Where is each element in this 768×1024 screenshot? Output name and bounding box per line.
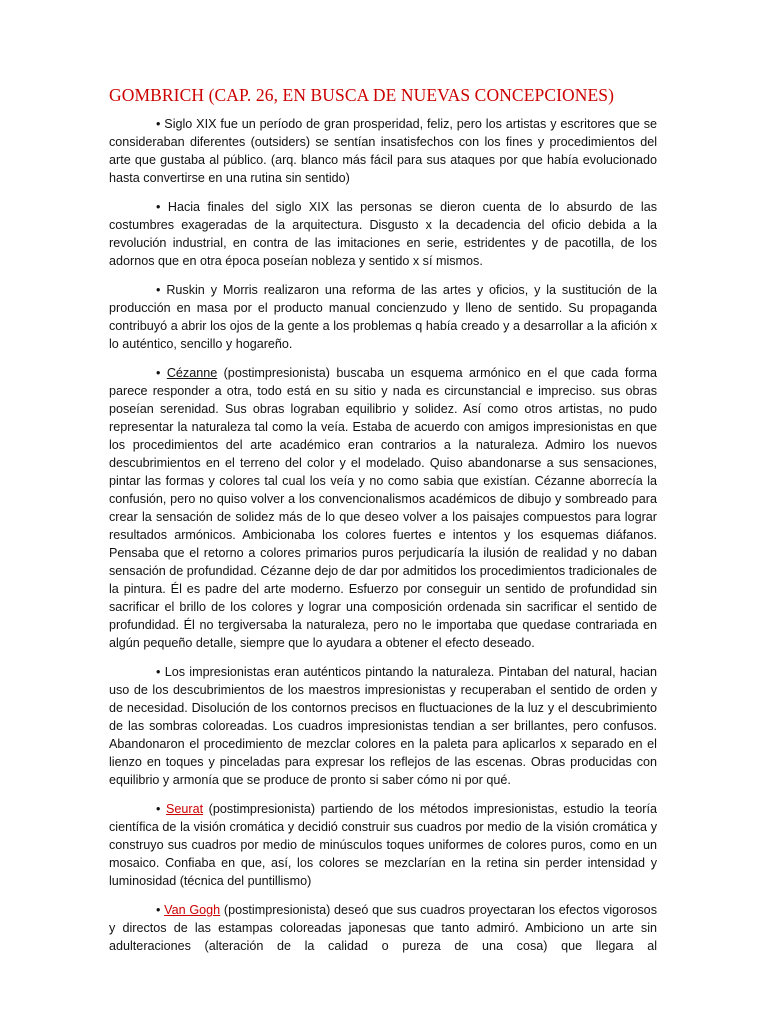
paragraph-cezanne: [109, 364, 657, 652]
bullet-icon: •: [156, 366, 161, 380]
paragraph-ruskin-morris: [109, 281, 657, 353]
bullet-icon: •: [156, 903, 161, 917]
bullet-icon: •: [156, 283, 161, 297]
bullet-icon: •: [156, 200, 161, 214]
paragraph-finales-siglo: [109, 198, 657, 270]
bullet-icon: •: [156, 665, 161, 679]
paragraph-text: Los impresionistas eran auténticos pintando la naturaleza. Pintaban del natural, hacian uso de los descubrimientos de los maestros impresionistas y recuperaban el sentido de orden y de necesidad. Disolución de los contornos precisos en fluctuaciones de la luz y el descubrimiento de las sombras coloreadas. Los cuadros impresionistas tendian a ser brillantes, pero confusos. Abandonaron el procedimiento de mezclar colores en la paleta para aplicarlos x separado en el lienzo en toques y pinceladas para expresar los reflejos de las escenas. Obras producidas con equilibrio y armonía que se produce de pronto si saber cómo ni por qué.: [109, 665, 657, 787]
paragraph-text: Siglo XIX fue un período de gran prosperidad, feliz, pero los artistas y escritores que se consideraban diferentes (outsiders) se sentían insatisfechos con los fines y procedimientos del arte que gustaba al público. (arq. blanco más fácil para sus ataques por que había evolucionado hasta convertirse en una rutina sin sentido): [109, 117, 658, 185]
paragraph-text: Ruskin y Morris realizaron una reforma de las artes y oficios, y la sustitución de la producción en masa por el producto manual concienzudo y lleno de sentido. Su propaganda contribuyó a abrir los ojos de la gente a los problemas q había creado y a desarrollar a la afición x lo auténtico, sencillo y hogareño.: [109, 283, 658, 351]
paragraph-impresionistas: [109, 663, 657, 789]
paragraph-text: (postimpresionista) buscaba un esquema armónico en el que cada forma parece responder a otra, todo está en su sitio y nada es circunstancial e impreciso. sus obras poseían serenidad. Sus obras lograban equilibrio y solidez. Así como otros artistas, no pudo representar la naturaleza tal como la veía. Estaba de acuerdo con amigos impresionistas en que los procedimientos del arte académico eran contrarios a la naturaleza. Admiro los nuevos descubrimientos en el terreno del color y el modelado. Quiso abandonarse a sus sensaciones, pintar las formas y colores tal cual los veía y no como sabia que existían. Cézanne aborrecía la confusión, pero no quiso volver a los convencionalismos académicos de dibujo y sombreado para crear la sensación de solidez más de lo que deseo volver a los paisajes compuestos para lograr resultados armónicos. Ambicionaba los colores fuertes e intentos y los esquemas diáfanos. Pensaba que el retorno a colores primarios puros perjudicaría la ilusión de realidad y no daban sensación de profundidad. Cézanne dejo de dar por admitidos los procedimientos tradicionales de la pintura. Él es padre del arte moderno. Esfuerzo por conseguir un sentido de profundidad sin sacrificar el brillo de los colores y lograr una composición ordenada sin sacrificar el sentido de profundidad. Él no tergiversaba la naturaleza, pero no le importaba que quedase contrariada en algún pequeño detalle, siempre que lo ayudara a obtener el efecto deseado.: [109, 366, 658, 650]
paragraph-text: (postimpresionista) deseó que sus cuadros proyectaran los efectos vigorosos y directos de las estampas coloreadas japonesas que tanto admiró. Ambiciono un arte sin adulteraciones (alteración de la calidad o pureza de una cosa) que llegara al: [109, 903, 657, 953]
bullet-icon: •: [156, 117, 161, 131]
paragraph-text: Hacia finales del siglo XIX las personas se dieron cuenta de lo absurdo de las costumbres exageradas de la arquitectura. Disgusto x la decadencia del oficio debida a la revolución industrial, en contra de las imitaciones en serie, estridentes y de pacotilla, de los adornos que en otra época poseían nobleza y sentido x sí mismos.: [109, 200, 657, 268]
document-page: [109, 84, 657, 966]
paragraph-text: (postimpresionista) partiendo de los métodos impresionistas, estudio la teoría científica de la visión cromática y decidió construir sus cuadros por medio de la visión cromática y construyo sus cuadros por medio de minúsculos toques uniformes de colores puros, como en un mosaico. Confiaba en que, así, los colores se mezclarían en la retina sin perder intensidad y luminosidad (técnica del puntillismo): [109, 802, 658, 888]
bullet-icon: •: [156, 802, 161, 816]
artist-name-cezanne: Cézanne: [166, 366, 218, 380]
artist-name-seurat: Seurat: [165, 802, 204, 816]
paragraph-seurat: [109, 800, 657, 890]
artist-name-van-gogh: Van Gogh: [164, 903, 221, 917]
paragraph-siglo-xix: [109, 115, 657, 187]
paragraph-van-gogh: [109, 901, 657, 955]
document-title: GOMBRICH (CAP. 26, EN BUSCA DE NUEVAS CONCEPCIONES): [109, 85, 615, 105]
